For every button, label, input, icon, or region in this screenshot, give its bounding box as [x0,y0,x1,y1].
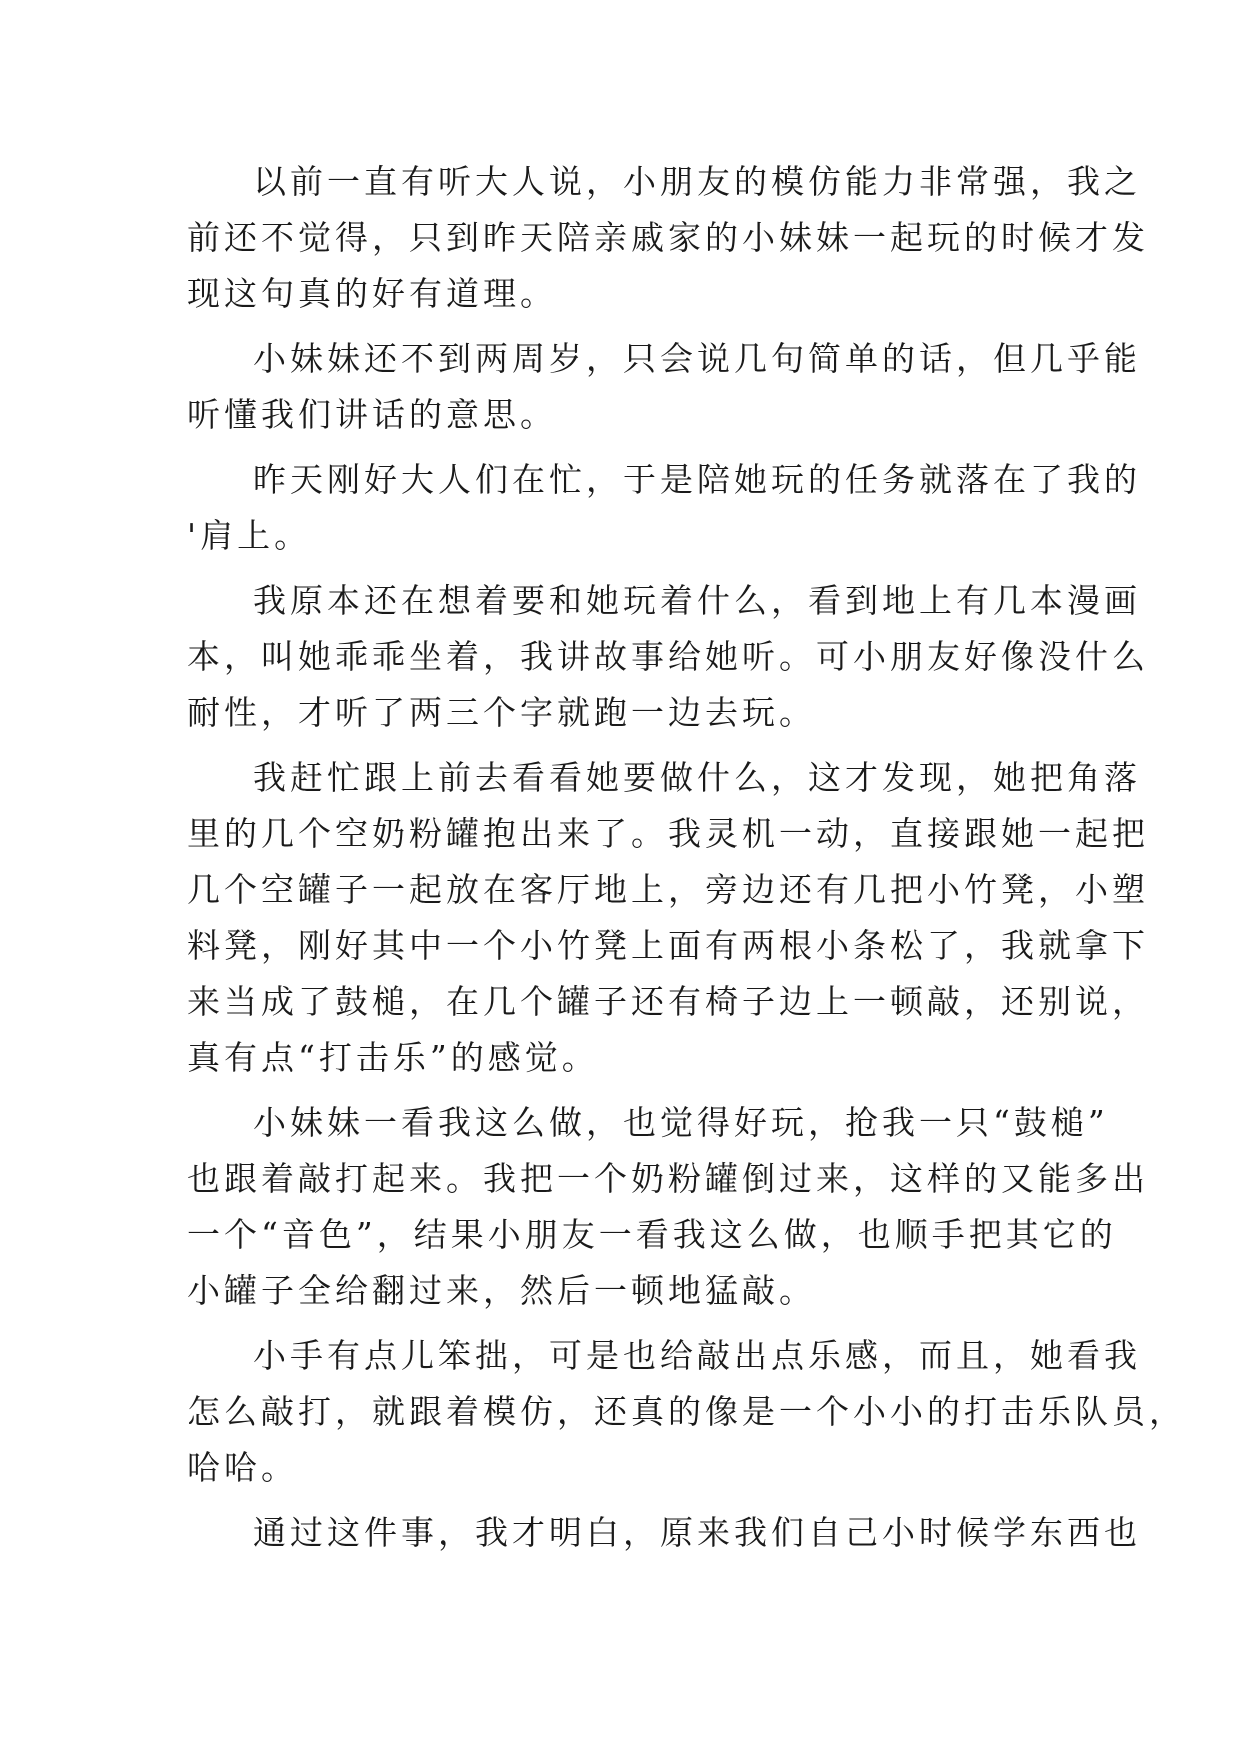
text-line: 里的几个空奶粉罐抱出来了。我灵机一动，直接跟她一起把 [187,814,1149,853]
text-line: 我赶忙跟上前去看看她要做什么，这才发现，她把角落 [253,758,1141,797]
text-line: 本，叫她乖乖坐着，我讲故事给她听。可小朋友好像没什么 [187,637,1149,676]
paragraph-5 [187,750,1149,1086]
text-line: 现这句真的好有道理。 [187,274,557,313]
text-line: 料凳，刚好其中一个小竹凳上面有两根小条松了，我就拿下 [187,926,1149,965]
text-line: 小罐子全给翻过来，然后一顿地猛敲。 [187,1271,816,1310]
text-line: 我原本还在想着要和她玩着什么，看到地上有几本漫画 [253,581,1141,620]
text-line: 听懂我们讲话的意思。 [187,395,557,434]
paragraph-7 [187,1328,1186,1496]
text-line: 昨天刚好大人们在忙，于是陪她玩的任务就落在了我的 [253,460,1141,499]
text-line: 通过这件事，我才明白，原来我们自己小时候学东西也 [253,1513,1141,1552]
text-line: 一个“音色”，结果小朋友一看我这么做，也顺手把其它的 [187,1215,1117,1254]
paragraph-6 [187,1095,1149,1319]
paragraph-8 [187,1505,1141,1561]
text-line: 耐性，才听了两三个字就跑一边去玩。 [187,693,816,732]
paragraph-2 [187,331,1141,443]
text-line: 几个空罐子一起放在客厅地上，旁边还有几把小竹凳，小塑 [187,870,1149,909]
text-line: 前还不觉得，只到昨天陪亲戚家的小妹妹一起玩的时候才发 [187,218,1149,257]
paragraph-1 [187,154,1149,322]
document-body [187,154,1186,1570]
text-line: 哈哈。 [187,1448,298,1487]
text-line: 来当成了鼓槌，在几个罐子还有椅子边上一顿敲，还别说， [187,982,1149,1021]
text-line: 小手有点儿笨拙，可是也给敲出点乐感，而且，她看我 [253,1336,1141,1375]
text-line: 怎么敲打，就跟着模仿，还真的像是一个小小的打击乐队员， [187,1392,1186,1431]
paragraph-3 [187,452,1141,564]
text-line: 真有点“打击乐”的感觉。 [187,1038,599,1077]
text-line: 以前一直有听大人说，小朋友的模仿能力非常强，我之 [253,162,1141,201]
text-line: 也跟着敲打起来。我把一个奶粉罐倒过来，这样的又能多出 [187,1159,1149,1198]
paragraph-4 [187,573,1149,741]
text-line: '肩上。 [187,516,312,555]
text-line: 小妹妹一看我这么做，也觉得好玩，抢我一只“鼓槌” [253,1103,1109,1142]
text-line: 小妹妹还不到两周岁，只会说几句简单的话，但几乎能 [253,339,1141,378]
